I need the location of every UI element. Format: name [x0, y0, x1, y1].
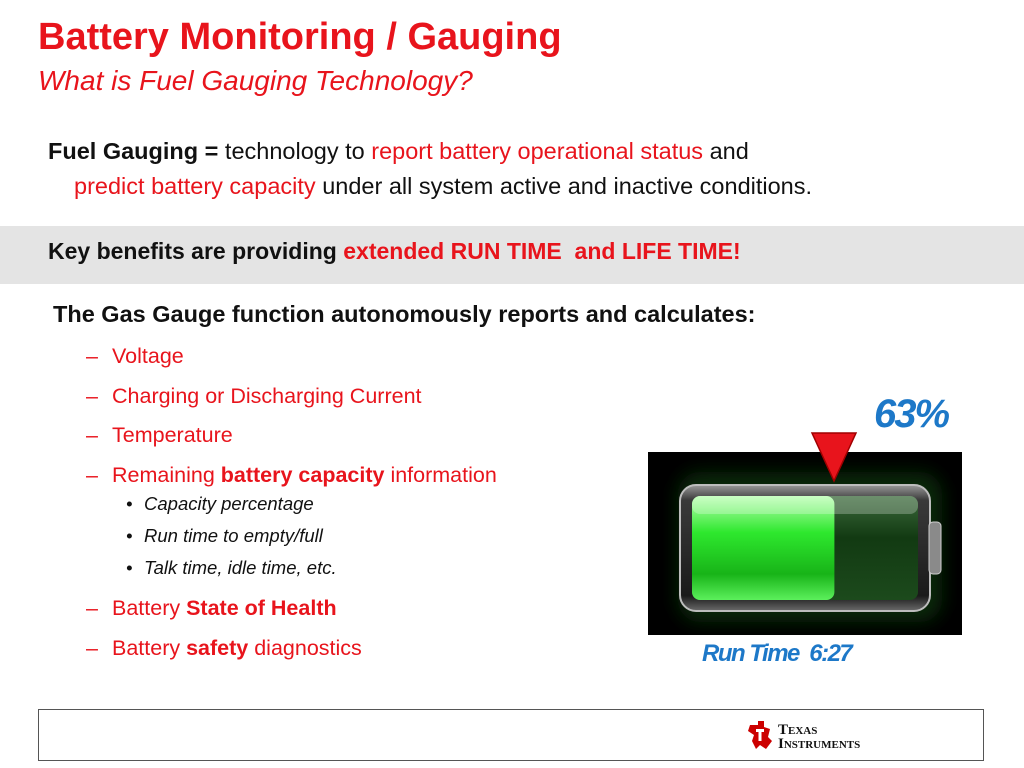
- benefits-prefix: Key benefits are providing: [48, 238, 344, 264]
- sub-item-label: Capacity percentage: [144, 493, 314, 514]
- definition-text-3: under all system active and inactive conditions.: [322, 173, 813, 199]
- benefits-text: [48, 238, 741, 265]
- dash-bullet: –: [86, 344, 98, 368]
- function-list: [86, 343, 497, 674]
- dash-bullet: –: [86, 596, 98, 620]
- list-item-temperature: [86, 422, 497, 462]
- sub-item-label: Run time to empty/full: [144, 525, 323, 546]
- list-item-label: Charging or Discharging Current: [112, 383, 422, 408]
- list-item-label: Voltage: [112, 344, 184, 368]
- battery-icon: [648, 452, 962, 635]
- sub-item-capacity-percentage: [86, 493, 497, 525]
- definition-highlight-2: predict battery capacity: [74, 173, 316, 199]
- list-item-label: Temperature: [112, 423, 233, 447]
- ti-line-1: [778, 723, 860, 737]
- definition-text-1: technology to: [224, 138, 365, 164]
- list-item-label: Remaining: [112, 462, 221, 487]
- definition-paragraph: [48, 134, 1008, 204]
- texas-instruments-wordmark: [778, 723, 860, 751]
- gas-gauge-lead: The Gas Gauge function autonomously reports and calculates:: [53, 301, 756, 327]
- definition-line-2: [48, 169, 1008, 204]
- dash-bullet: –: [86, 423, 98, 447]
- ti-line-2: [778, 737, 860, 751]
- dash-bullet: –: [86, 383, 98, 408]
- sub-item-label: Talk time, idle time, etc.: [144, 557, 337, 578]
- list-item-bold: safety: [186, 635, 249, 660]
- marker-triangle: [812, 433, 856, 481]
- battery-highlight: [692, 496, 918, 514]
- definition-text-2: and: [709, 138, 749, 164]
- sub-item-talk-time: [86, 557, 497, 589]
- texas-instruments-logo-icon: [744, 719, 776, 751]
- list-item-label: Battery: [112, 635, 187, 660]
- battery-terminal: [929, 522, 941, 574]
- list-item-current: [86, 383, 497, 423]
- ti-word-texas: Texas: [778, 722, 818, 738]
- list-item-label: Battery: [112, 596, 187, 620]
- benefits-highlight: extended RUN TIME and LIFE TIME!: [343, 238, 741, 264]
- list-item-safety: [86, 635, 497, 675]
- list-item-voltage: [86, 343, 497, 383]
- dash-bullet: –: [86, 635, 98, 660]
- ti-word-instruments: Instruments: [778, 736, 861, 752]
- slide-title: Battery Monitoring / Gauging: [38, 16, 562, 58]
- sub-item-run-time: [86, 525, 497, 557]
- dash-bullet: –: [86, 462, 98, 487]
- list-item-bold: State of Health: [186, 596, 337, 620]
- list-item-suffix: diagnostics: [248, 635, 362, 660]
- list-item-state-of-health: [86, 595, 497, 635]
- definition-term: Fuel Gauging =: [48, 138, 219, 164]
- list-item-bold: battery capacity: [220, 462, 385, 487]
- dot-bullet: •: [126, 557, 133, 578]
- run-time-label: Run Time 6:27: [702, 640, 852, 667]
- slide-subtitle: What is Fuel Gauging Technology?: [38, 65, 473, 96]
- battery-gauge-image: [648, 452, 962, 635]
- dot-bullet: •: [126, 525, 133, 546]
- battery-percentage: 63%: [874, 392, 949, 436]
- dot-bullet: •: [126, 493, 133, 514]
- list-item-suffix: information: [384, 462, 497, 487]
- level-marker-icon: [810, 431, 858, 483]
- definition-highlight-1: report battery operational status: [371, 138, 704, 164]
